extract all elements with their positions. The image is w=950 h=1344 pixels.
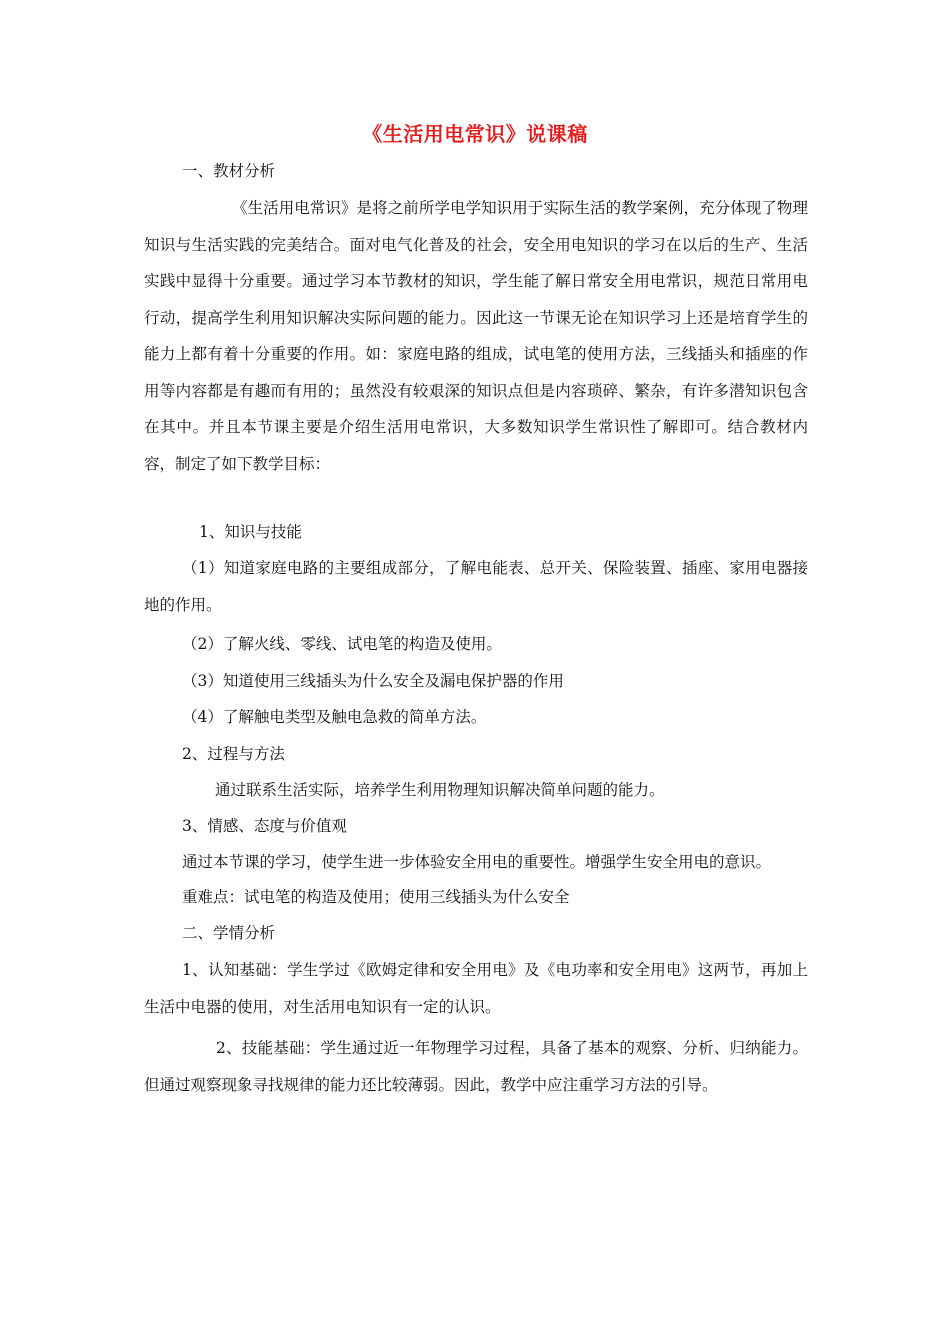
goal-item-3: （3）知道使用三线插头为什么安全及漏电保护器的作用 bbox=[182, 672, 564, 690]
goal-item-4: （4）了解触电类型及触电急救的简单方法。 bbox=[182, 708, 487, 726]
goal-heading-knowledge-skills: 1、知识与技能 bbox=[199, 523, 302, 541]
goal-item-1: （1）知道家庭电路的主要组成部分，了解电能表、总开关、保险装置、插座、家用电器接地的作用。 bbox=[144, 559, 808, 614]
goal-heading-process-method: 2、过程与方法 bbox=[182, 745, 285, 763]
student-analysis-skills: 2、技能基础：学生通过近一年物理学习过程，具备了基本的观察、分析、归纳能力。但通过观察现象寻找规律的能力还比较薄弱。因此，教学中应注重学习方法的引导。 bbox=[144, 1039, 808, 1094]
goal-heading-emotion-values: 3、情感、态度与价值观 bbox=[182, 817, 347, 835]
goal-process-method-text: 通过联系生活实际，培养学生利用物理知识解决简单问题的能力。 bbox=[215, 781, 665, 799]
document-title: 《生活用电常识》说课稿 bbox=[362, 122, 588, 146]
goal-item-2: （2）了解火线、零线、试电笔的构造及使用。 bbox=[182, 635, 502, 653]
goal-emotion-values-text: 通过本节课的学习，使学生进一步体验安全用电的重要性。增强学生安全用电的意识。 bbox=[182, 853, 772, 871]
section-heading-student-analysis: 二、学情分析 bbox=[182, 924, 276, 942]
textbook-analysis-paragraph: 《生活用电常识》是将之前所学电学知识用于实际生活的教学案例，充分体现了物理知识与生活实践的完美结合。面对电气化普及的社会，安全用电知识的学习在以后的生产、生活实践中显得十分重要。通过学习本节教材的知识，学生能了解日常安全用电常识，规范日常用电行动，提高学生利用知识解决实际问题的能力。因此这一节课无论在知识学习上还是培育学生的能力上都有着十分重要的作用。如：家庭电路的组成，试电笔的使用方法，三线插头和插座的作用等内容都是有趣而有用的；虽然没有较艰深的知识点但是内容琐碎、繁杂，有许多潜知识包含在其中。并且本节课主要是介绍生活用电常识，大多数知识学生常识性了解即可。结合教材内容，制定了如下教学目标： bbox=[144, 199, 808, 473]
student-analysis-cognitive: 1、认知基础：学生学过《欧姆定律和安全用电》及《电功率和安全用电》这两节，再加上生活中电器的使用，对生活用电知识有一定的认识。 bbox=[144, 961, 808, 1016]
key-points: 重难点：试电笔的构造及使用；使用三线插头为什么安全 bbox=[182, 888, 570, 906]
section-heading-textbook-analysis: 一、教材分析 bbox=[182, 162, 276, 180]
